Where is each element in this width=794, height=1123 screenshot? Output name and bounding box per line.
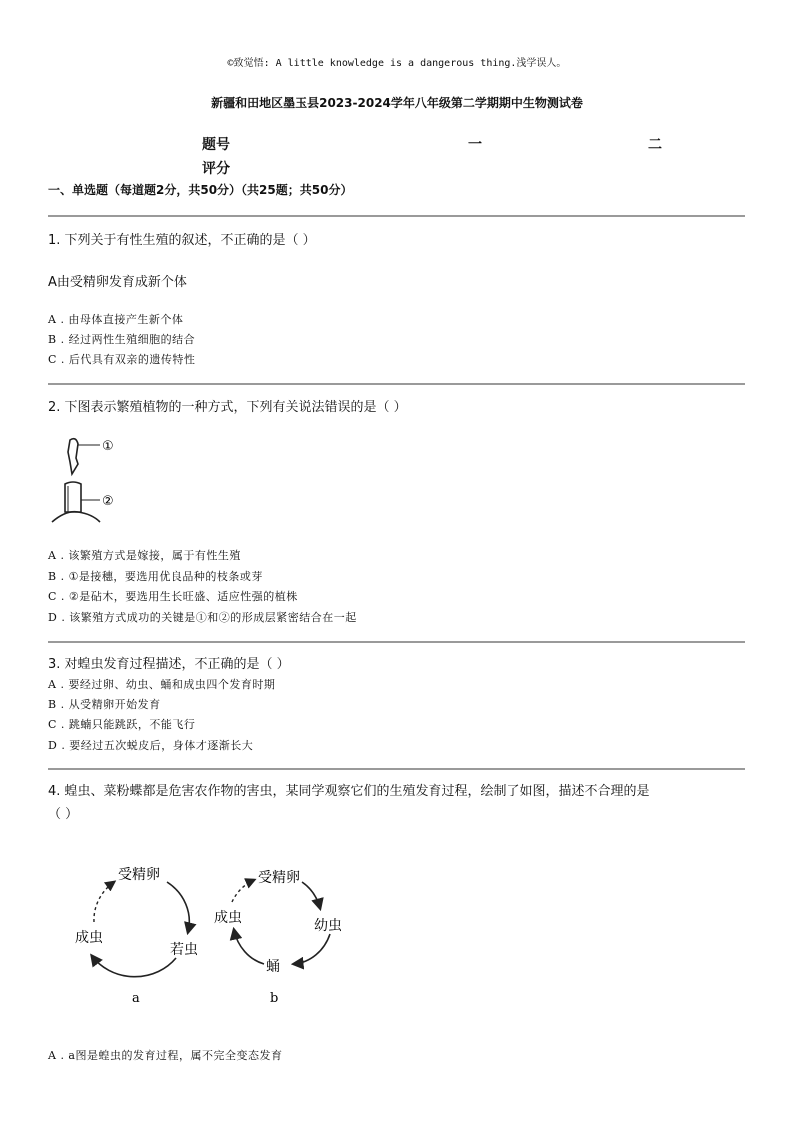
question-1-option: B . 经过两性生殖细胞的结合 bbox=[48, 333, 196, 346]
label-adult-a: 成虫 bbox=[75, 930, 103, 946]
grafting-diagram bbox=[48, 432, 128, 528]
question-4-stem-cont: （ ） bbox=[48, 807, 79, 822]
question-3-stem: 3. 对蝗虫发育过程描述，不正确的是（ ） bbox=[48, 657, 290, 672]
question-1-option: A . 由母体直接产生新个体 bbox=[48, 313, 184, 326]
arrow-egg-to-nymph bbox=[167, 882, 189, 932]
arrow-nymph-to-adult bbox=[92, 956, 176, 977]
section-heading: 一、单选题（每道题2分，共50分）（共25题；共50分） bbox=[48, 183, 353, 197]
arrow-egg-to-larva bbox=[302, 882, 320, 908]
label-adult-b: 成虫 bbox=[214, 910, 242, 926]
caption-a: a bbox=[132, 991, 140, 1006]
exam-title: 新疆和田地区墨玉县2023-2024学年八年级第二学期期中生物测试卷 bbox=[211, 96, 583, 110]
rootstock-shape bbox=[65, 482, 81, 512]
question-3-option: D . 要经过五次蜕皮后，身体才逐渐长大 bbox=[48, 739, 254, 752]
label-pupa-b: 蛹 bbox=[266, 959, 280, 975]
label-nymph-a: 若虫 bbox=[170, 942, 198, 958]
score-col-2: 二 bbox=[648, 137, 662, 153]
ground-line bbox=[52, 512, 100, 522]
label-1: ① bbox=[102, 439, 114, 454]
arrow-pupa-to-adult bbox=[234, 930, 264, 964]
question-1-stem: 1. 下列关于有性生殖的叙述，不正确的是（ ） bbox=[48, 233, 316, 248]
diagram-a bbox=[75, 866, 198, 1006]
question-3-option: B . 从受精卵开始发育 bbox=[48, 698, 161, 711]
question-2-option: A . 该繁殖方式是嫁接，属于有性生殖 bbox=[48, 549, 241, 562]
scion-shape bbox=[68, 439, 78, 474]
label-egg-a: 受精卵 bbox=[118, 867, 160, 883]
label-egg-b: 受精卵 bbox=[258, 870, 300, 886]
divider bbox=[48, 215, 745, 217]
arrow-adult-to-egg bbox=[94, 882, 114, 922]
score-col-label: 题号 bbox=[202, 137, 230, 153]
score-row-label: 评分 bbox=[202, 161, 230, 177]
question-3-option: C . 跳蝻只能跳跃，不能飞行 bbox=[48, 718, 196, 731]
question-2-option: B . ①是接穗，要选用优良品种的枝条或芽 bbox=[48, 570, 263, 583]
caption-b: b bbox=[270, 991, 279, 1006]
label-larva-b: 幼虫 bbox=[314, 918, 342, 934]
arrow-adult-to-egg-b bbox=[232, 880, 254, 902]
question-1-option: C . 后代具有双亲的遗传特性 bbox=[48, 353, 196, 366]
question-1-line: A由受精卵发育成新个体 bbox=[48, 275, 187, 290]
diagram-b bbox=[214, 869, 342, 1006]
life-cycle-diagram bbox=[70, 860, 360, 1010]
divider bbox=[48, 641, 745, 643]
label-2: ② bbox=[102, 494, 114, 509]
arrow-larva-to-pupa bbox=[294, 934, 330, 964]
page-header-note: ©致觉悟: A little knowledge is a dangerous thing.浅学误人。 bbox=[227, 58, 567, 69]
question-4-stem: 4. 蝗虫、菜粉蝶都是危害农作物的害虫，某同学观察它们的生殖发育过程，绘制了如图，描述不合理的是 bbox=[48, 784, 650, 799]
score-col-1: 一 bbox=[468, 137, 482, 153]
question-2-stem: 2. 下图表示繁殖植物的一种方式，下列有关说法错误的是（ ） bbox=[48, 400, 407, 415]
question-3-option: A . 要经过卵、幼虫、蛹和成虫四个发育时期 bbox=[48, 678, 276, 691]
question-4-option: A . a图是蝗虫的发育过程，属不完全变态发育 bbox=[48, 1049, 283, 1062]
divider bbox=[48, 383, 745, 385]
question-2-option: C . ②是砧木，要选用生长旺盛、适应性强的植株 bbox=[48, 590, 298, 603]
divider bbox=[48, 768, 745, 770]
question-2-option: D . 该繁殖方式成功的关键是①和②的形成层紧密结合在一起 bbox=[48, 611, 357, 624]
